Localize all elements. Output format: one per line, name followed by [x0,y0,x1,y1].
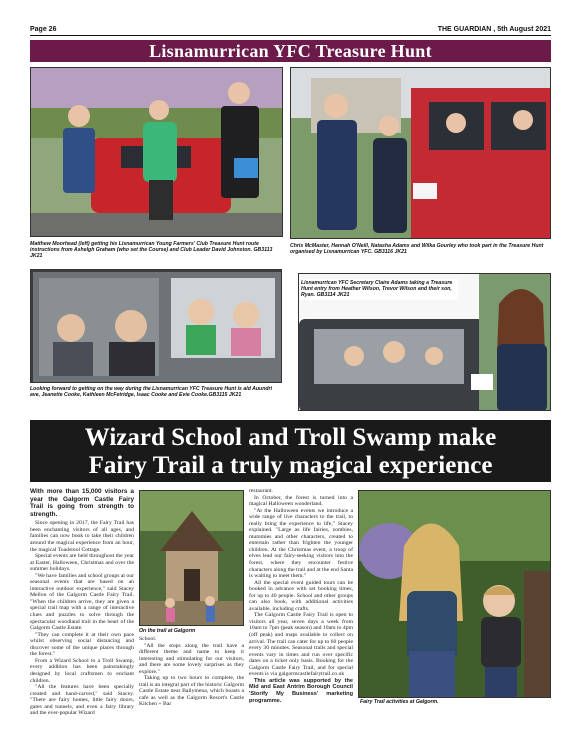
photo-caption-5: On the trail at Galgorm [139,628,196,634]
article-column-1 [30,488,134,717]
banner-title: Lisnamurrican YFC Treasure Hunt [149,40,432,61]
page-number: Page 26 [30,26,57,33]
paragraph: "At the Halloween events we introduce a wide range of live characters to the trail, to really bring the experience to life," Stacey explained. "Large as life fairies, zombies, mummies and other characters, created to entertain rather than frighten the younger children. At the Christmas event, a troop of elves lead our fairy-seeking visitors into the forest, where they encounter festive characters along the trail and at the end Santa is waiting to meet them." [249,507,353,580]
photo-caption-3: Looking forward to getting on the way during the Lisnamurrican YFC Treasure Hunt is ald Auundri ave, Jeanette Cooke, Kathleen McFetridge, Isaac Cooke and Evie Cooke.GB3115 JK21 [30,386,273,399]
paragraph: All the special event guided tours can be booked in advance with set booking times, for up to 40 people. School and other groups can also book, with additional activities available, including crafts. [249,579,353,612]
photo-caption-1: Matthew Moorhead (left) getting his Lisnamurrican Young Farmers' Club Treasure Hunt route instructions from Ashelgh Graham (who set the Course) and Club Leader David Johnston. GB3113 JK21 [30,241,273,260]
paragraph: Special events are held throughout the year at Easter, Halloween, Christmas and over the summer holidays. [30,553,134,573]
paper-dateline: THE GUARDIAN , 5th August 2021 [437,26,551,33]
photo-illustration [359,491,551,698]
paragraph: In October, the forest is turned into a magical Halloween wonderland. [249,494,353,508]
article-lead: With more than 15,000 visitors a year the Galgorm Castle Fairy Trail is going from strength to strength. [30,488,134,518]
article-column-2 [139,636,244,708]
photo-caption-6: Fairy Trail activities at Galgorm. [360,699,439,705]
paragraph: School. [139,636,157,642]
article-headline [30,420,551,482]
photo-illustration [31,270,282,383]
paragraph: Since opening in 2017, the Fairy Trail has been enchanting visitors of all ages, and families can now book to take their children around the magical experience from an hour, the magical Toadstool Cottage. [30,520,134,553]
photo-illustration [140,491,244,626]
paragraph: The Galgorm Castle Fairy Trail is open to visitors all year, seven days a week from 10am to 7pm (peak season) and 10am to 4pm (off peak) and maps available to collect on arrival. The trail can cater for up to 60 people every 30 minutes. Seasonal trails and special events vary in times and run over specific dates on a ticket only basis. Booking for the Galgorm Castle Fairy Trail, and for special events is via galgormcastlefairytrail.co.uk [249,612,353,678]
paragraph: "They can complete it at their own pace whilst observing social distancing and discover some of the unique places through the forest." [30,631,134,658]
photo-caption-4: Lisnamurrican YFC Secretary Claire Adams taking a Treasure Hunt entry from Heather Wilson, Trevor Wilson and their son, Ryan. GB3114 JK21 [300,279,458,300]
paragraph: restaurant. [249,488,273,494]
paragraph: Taking up to two hours to complete, the trail is an integral part of the historic Galgorm Castle Estate near Ballymena, which boasts a cafe as well as the Galgorm Resort's Castle Kitchen + Bar [139,675,244,708]
photo-illustration [291,68,551,239]
photo-illustration [31,68,283,237]
paragraph-credit: This article was supported by the Mid and East Antrim Borough Council 'Storify My Business' marketing programme. [249,677,353,704]
photo-car-participants [30,269,282,383]
photo-fairy-trail-children [358,490,551,698]
paragraph: From a Wizard School to a Troll Swamp, every addition has been painstakingly designed by local craftsmen to enchant children. [30,657,134,684]
photo-treasure-hunt-participants [290,67,551,239]
article-column-3 [249,488,353,704]
header-rule [30,35,551,36]
headline-line-1: Wizard School and Troll Swamp make [84,424,497,451]
headline-line-2: Fairy Trail a truly magical experience [88,452,493,479]
paragraph: "All the features have been specially created and hand-carved," said Stacey. "There are fairy homes, little fairy doors, gates and tunnels, and even a fairy library and the ever-popular Wizard [30,684,134,717]
photo-caption-2: Chris McMaster, Hannah O'Neill, Natasha Adams and Wilka Gourley who took part in the Treasure Hunt organised by Lisnamurrican YFC. GB3116 JK21 [290,243,544,256]
photo-treasure-hunt-instructions [30,67,283,237]
section-banner [30,40,551,62]
photo-fairy-house [139,490,244,626]
paragraph: "We have families and school groups at our seasonal events that are based on an interactive outdoor experience," said Stacey Mellon of the Galgorm Castle Fairy Trail. "When the children arrive, they are given a special trail map with a range of interactive clues and puzzles to solve through the spectacular woodland trail in the heart of the Galgorm Castle Estate. [30,572,134,632]
paragraph: "All the stops along the trail have a different theme and name to keep it interesting and stimulating for our visitors, and there are some lovely surprises as they explore." [139,642,244,675]
